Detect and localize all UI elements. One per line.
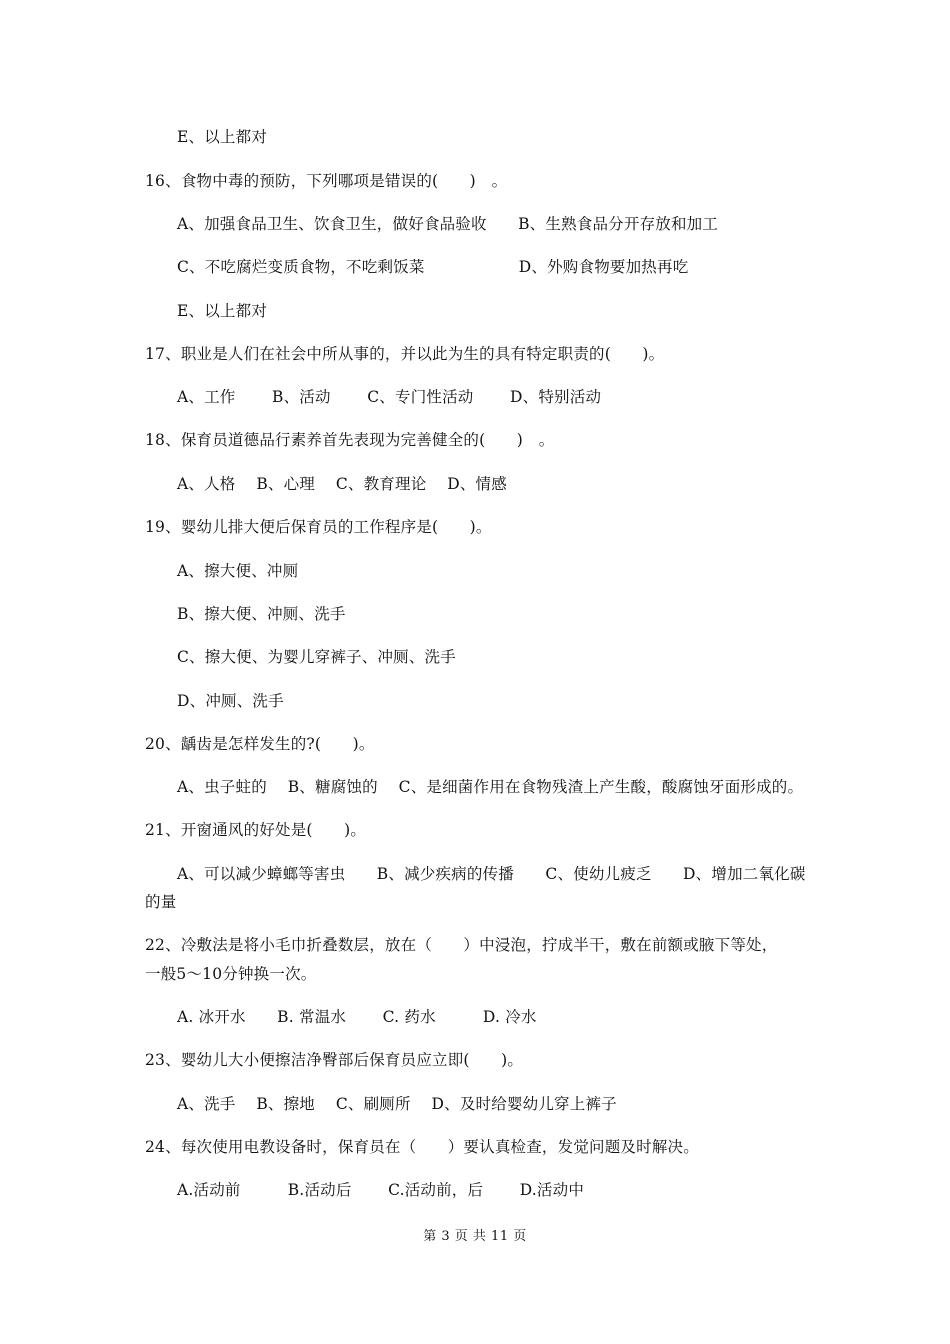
q21-stem: 21、开窗通风的好处是( )。 [145,821,367,839]
q23-options: A、洗手 B、擦地 C、刷厕所 D、及时给婴幼儿穿上裤子 [177,1095,617,1113]
q17-options: A、工作 B、活动 C、专门性活动 D、特别活动 [177,388,602,406]
q17-stem: 17、职业是人们在社会中所从事的，并以此为生的具有特定职责的( )。 [145,345,665,363]
q21-options-line2: 的量 [145,893,177,911]
q20-stem: 20、龋齿是怎样发生的?( )。 [145,735,375,753]
q15-option-e: E、以上都对 [177,128,268,146]
q22-stem-line2: 一般5～10分钟换一次。 [145,965,317,983]
q19-option-b: B、擦大便、冲厕、洗手 [177,605,346,623]
q22-stem-line1: 22、冷敷法是将小毛巾折叠数层，放在（ ）中浸泡，拧成半干，敷在前额或腋下等处， [145,936,778,954]
q16-option-e: E、以上都对 [177,302,268,320]
q16-stem: 16、食物中毒的预防，下列哪项是错误的( ) 。 [145,172,508,190]
q19-option-a: A、擦大便、冲厕 [177,562,299,580]
q16-options-ab: A、加强食品卫生、饮食卫生，做好食品验收 B、生熟食品分开存放和加工 [177,215,719,233]
q18-stem: 18、保育员道德品行素养首先表现为完善健全的( ) 。 [145,431,555,449]
q19-stem: 19、婴幼儿排大便后保育员的工作程序是( )。 [145,518,492,536]
q23-stem: 23、婴幼儿大小便擦洁净臀部后保育员应立即( )。 [145,1051,524,1069]
q21-options-line1: A、可以减少蟑螂等害虫 B、减少疾病的传播 C、使幼儿疲乏 D、增加二氧化碳 [177,865,806,883]
q20-options: A、虫子蛀的 B、糖腐蚀的 C、是细菌作用在食物残渣上产生酸，酸腐蚀牙面形成的。 [177,778,804,796]
q19-option-d: D、冲厕、洗手 [177,692,284,710]
q16-options-cd: C、不吃腐烂变质食物，不吃剩饭菜 D、外购食物要加热再吃 [177,258,689,276]
q22-options: A. 冰开水 B. 常温水 C. 药水 D. 冷水 [177,1008,537,1026]
q18-options: A、人格 B、心理 C、教育理论 D、情感 [177,475,507,493]
q24-stem: 24、每次使用电教设备时，保育员在（ ）要认真检查，发觉问题及时解决。 [145,1138,699,1156]
q24-options: A.活动前 B.活动后 C.活动前，后 D.活动中 [177,1181,585,1199]
q19-option-c: C、擦大便、为婴儿穿裤子、冲厕、洗手 [177,648,456,666]
page-footer: 第 3 页 共 11 页 [423,1229,527,1244]
